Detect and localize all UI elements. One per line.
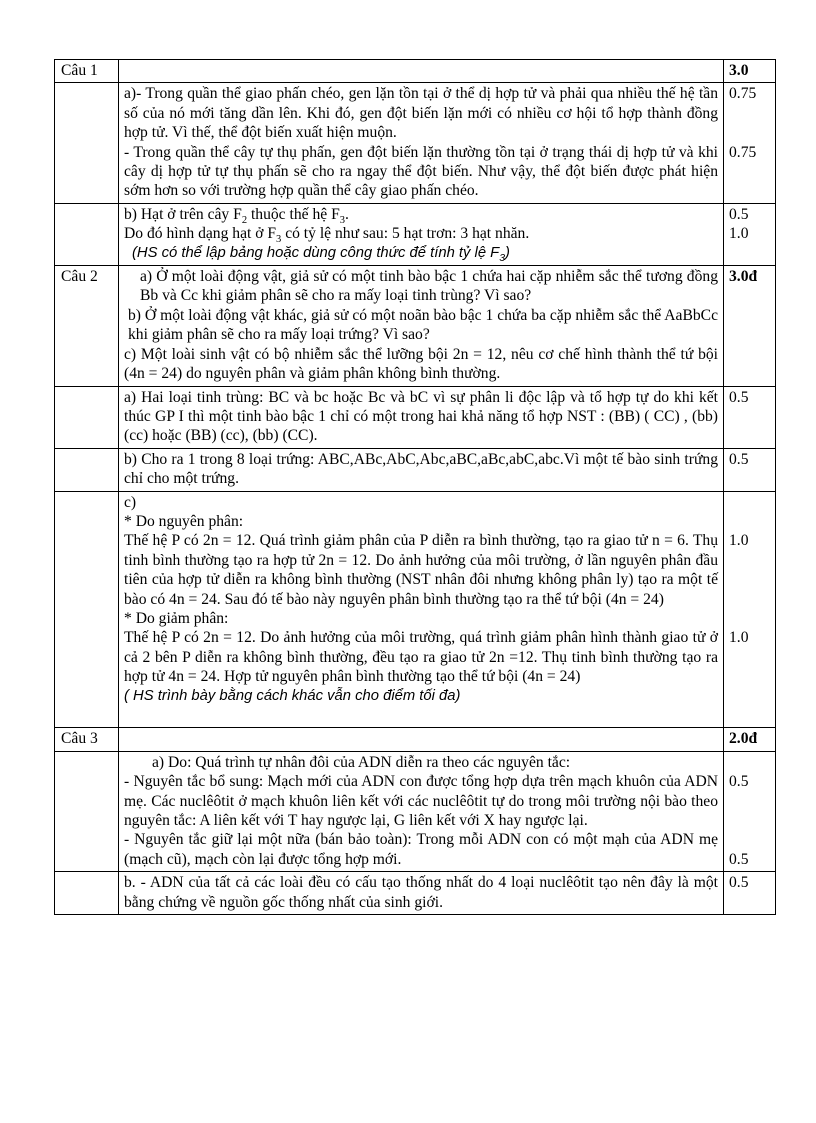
table-row bbox=[55, 266, 776, 386]
section-title: * Do nguyên phân: bbox=[124, 512, 244, 530]
answer-table bbox=[54, 59, 776, 915]
answer-paragraph: - Trong quần thể cây tự thụ phấn, gen đột biến lặn thường tồn tại ở trạng thái dị hợp tử và khi cây dị hợp tử tự thụ phấn sẽ cho ra ngay thể đột biến. Như vậy, thể đột biến được phát hiện sớm hơn so với trường hợp quần thể cây giao phấn chéo. bbox=[124, 143, 718, 200]
text: . bbox=[345, 205, 349, 223]
subscript: 3 bbox=[339, 214, 345, 226]
score: 0.5 bbox=[724, 448, 776, 491]
answer-paragraph: - Nguyên tắc bổ sung: Mạch mới của ADN con được tổng hợp dựa trên mạch khuôn của ADN mẹ. Các nuclêôtit ở mạch khuôn liên kết với các nuclêôtit tự do trong môi trường nội bào theo nguyên tắc: A liên kết với T hay ngược lại, G liên kết với X hay ngược lại. bbox=[124, 773, 718, 830]
table-row bbox=[55, 60, 776, 83]
table-row bbox=[55, 872, 776, 915]
table-row bbox=[55, 83, 776, 203]
text: ) bbox=[505, 244, 510, 261]
question-text: b) Ở một loài động vật khác, giả sử có một noãn bào bậc 1 chứa ba cặp nhiễm sắc thể AaBbCc khi giảm phân sẽ cho ra mấy loại trứng? Vì sao? bbox=[128, 306, 718, 344]
answer-line bbox=[124, 224, 718, 246]
question-total-score: 3.0đ bbox=[724, 266, 776, 386]
score-cell bbox=[724, 83, 776, 203]
table-row bbox=[55, 751, 776, 871]
table-row bbox=[55, 386, 776, 448]
table-row bbox=[55, 728, 776, 751]
score-cell bbox=[724, 491, 776, 728]
section-title: * Do giảm phân: bbox=[124, 609, 229, 627]
empty-cell bbox=[55, 751, 119, 871]
answer-paragraph: a)- Trong quần thể giao phấn chéo, gen lặn tồn tại ở thể dị hợp tử và phải qua nhiều thế hệ tần số của nó mới tăng dần lên. Khi đó, gen đột biến lặn mới có nhiều cơ hội tổ hợp thành đồng hợp tử. Vì thế, thể đột biến xuất hiện muộn. bbox=[124, 85, 718, 142]
question-label: Câu 3 bbox=[55, 728, 119, 751]
empty-cell bbox=[55, 83, 119, 203]
answer-line: a) Do: Quá trình tự nhân đôi của ADN diễn ra theo các nguyên tắc: bbox=[152, 753, 571, 771]
content-cell bbox=[119, 203, 724, 265]
table-row bbox=[55, 203, 776, 265]
answer-paragraph: Thế hệ P có 2n = 12. Quá trình giảm phân của P diễn ra bình thường, tạo ra giao tử n = 6. Thụ tinh bình thường tạo ra hợp tử 2n = 12. Do ảnh hưởng của môi trường, ở lần nguyên phân đầu tiên của hợp tử diễn ra không bình thường (NST nhân đôi nhưng không phân ly) tạo ra một tế bào có 4n = 24. Sau đó tế bào này nguyên phân bình thường tạo ra thể tứ bội (4n = 24) bbox=[124, 532, 718, 608]
empty-cell bbox=[55, 203, 119, 265]
answer-key-page bbox=[54, 59, 775, 915]
content-cell bbox=[119, 83, 724, 203]
score: 1.0 bbox=[729, 532, 749, 550]
content-cell bbox=[119, 60, 724, 83]
score: 0.5 bbox=[729, 850, 749, 868]
subscript: 2 bbox=[241, 214, 248, 226]
empty-cell bbox=[55, 448, 119, 491]
score: 0.5 bbox=[724, 386, 776, 448]
answer-line bbox=[124, 205, 718, 224]
table-row bbox=[55, 448, 776, 491]
answer-line: c) bbox=[124, 493, 137, 511]
subscript: 3 bbox=[276, 234, 282, 246]
grading-note: ( HS trình bày bằng cách khác vẫn cho điểm tối đa) bbox=[124, 687, 461, 704]
score: 0.5 bbox=[729, 205, 749, 223]
question-total-score: 3.0 bbox=[724, 60, 776, 83]
score-cell bbox=[724, 751, 776, 871]
score: 1.0 bbox=[729, 629, 749, 647]
question-cell bbox=[119, 266, 724, 386]
question-text: c) Một loài sinh vật có bộ nhiễm sắc thể lưỡng bội 2n = 12, nêu cơ chế hình thành thể tứ bội (4n = 24) do nguyên phân và giảm phân không bình thường. bbox=[124, 345, 718, 383]
content-cell bbox=[119, 491, 724, 728]
question-label: Câu 2 bbox=[55, 266, 119, 386]
empty-cell bbox=[55, 491, 119, 728]
score: 0.75 bbox=[729, 143, 757, 161]
table-row bbox=[55, 491, 776, 728]
answer-paragraph: - Nguyên tắc giữ lại một nữa (bán bảo toàn): Trong mỗi ADN con có một mạh của ADN mẹ (mạch cũ), mạch còn lại được tổng hợp mới. bbox=[124, 831, 718, 868]
score: 0.75 bbox=[729, 85, 757, 103]
score: 0.5 bbox=[729, 773, 749, 791]
content-cell: b) Cho ra 1 trong 8 loại trứng: ABC,ABc,AbC,Abc,aBC,aBc,abC,abc.Vì một tế bào sinh trứng chỉ cho một trứng. bbox=[119, 448, 724, 491]
text: (HS có thể lập bảng hoặc dùng công thức để tính tỷ lệ F bbox=[132, 244, 500, 261]
content-cell bbox=[119, 728, 724, 751]
question-label: Câu 1 bbox=[55, 60, 119, 83]
text: b) Hạt ở trên cây F bbox=[124, 205, 242, 223]
question-text: a) Ở một loài động vật, giả sử có một tinh bào bậc 1 chứa hai cặp nhiễm sắc thể tương đồng Bb và Cc khi giảm phân sẽ cho ra mấy loại tinh trùng? Vì sao? bbox=[140, 268, 718, 305]
score: 1.0 bbox=[729, 225, 749, 243]
grading-note bbox=[124, 244, 718, 263]
content-cell bbox=[119, 751, 724, 871]
content-cell: a) Hai loại tinh trùng: BC và bc hoặc Bc và bC vì sự phân li độc lập và tổ hợp tự do khi kết thúc GP I thì một tinh bào bậc 1 chỉ có một trong hai khả năng tổ hợp NST : (BB) ( CC) , (bb) (cc) hoặc (BB) (cc), (bb) (CC). bbox=[119, 386, 724, 448]
subscript: 3 bbox=[499, 251, 506, 264]
text: thuộc thế hệ F bbox=[247, 205, 340, 223]
empty-cell bbox=[55, 386, 119, 448]
answer-paragraph: Thế hệ P có 2n = 12. Do ảnh hưởng của môi trường, quá trình giảm phân hình thành giao tử ở cả 2 bên P diễn ra không bình thường, đều tạo ra giao tử 2n =12. Thụ tinh bình thường tạo ra hợp tử 4n = 24. Hợp tử nguyên phân bình thường tạo thể tứ bội (4n = 24) bbox=[124, 629, 718, 686]
text: Do đó hình dạng hạt ở F bbox=[124, 225, 277, 243]
score: 0.5 bbox=[724, 872, 776, 915]
text: có tỷ lệ như sau: 5 hạt trơn: 3 hạt nhăn. bbox=[281, 225, 530, 243]
empty-cell bbox=[55, 872, 119, 915]
question-total-score: 2.0đ bbox=[724, 728, 776, 751]
score-cell bbox=[724, 203, 776, 265]
content-cell: b. - ADN của tất cả các loài đều có cấu tạo thống nhất do 4 loại nuclêôtit tạo nên đây là một bằng chứng về nguồn gốc thống nhất của sinh giới. bbox=[119, 872, 724, 915]
